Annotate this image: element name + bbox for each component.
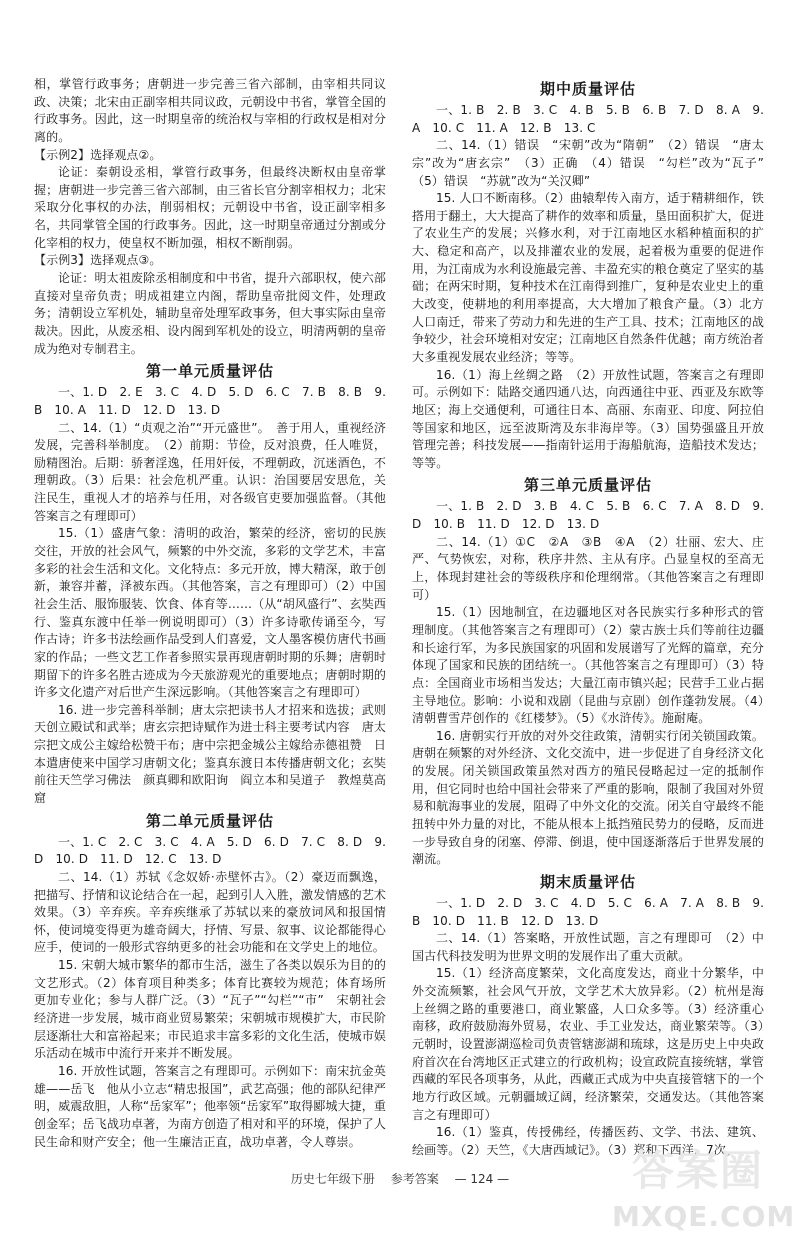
right-column: [412, 76, 777, 1160]
answer-paragraph: 15.（1）经济高度繁荣，文化高度发达，商业十分繁华，中外交流频繁，社会风气开放，文学艺术大放异彩。（2）杭州是海上丝绸之路的重要港口，商业繁盛，人口众多等。（3）经济重心南移，政府鼓励海外贸易，农业、手工业发达，商业繁荣等。（3）元朝时，设置澎湖巡检司负责管辖澎湖和琉球，这是历史上中央政府首次在台湾地区正式建立的行政机构；设宣政院直接统辖，掌管西藏的军民各项事务，从此，西藏正式成为中央直接管辖下的一个地方行政区域。元朝疆域辽阔，经济繁荣，交通发达。（其他答案言之有理即可）: [412, 966, 764, 1122]
answer-paragraph: 一、1. D 2. D 3. C 4. D 5. C 6. A 7. A 8. B 9. B 10. D 11. B 12. D 13. D: [412, 895, 764, 928]
answer-paragraph: 二、14.（1）苏轼《念奴娇·赤壁怀古》。（2）豪迈而飘逸，把描写、抒情和议论结合在一起，起到引人入胜，激发情感的艺术效果。（3）辛弃疾。辛弃疾继承了苏轼以来的豪放词风和报国情怀，使词境变得更为雄奇阔大，抒情、写景、叙事、议论都能得心应手，使词的一般形式容纳更多的社会功能和在文学史上的地位。: [34, 869, 386, 955]
answer-paragraph: 论证：秦朝设丞相，掌管行政事务，但最终决断权由皇帝掌握；唐朝进一步完善三省六部制，由三省长官分割宰相权力；北宋采取分化事权的办法，削弱相权；元朝设中书省，设正副宰相多名，共同掌管全国的行政事务。因此，这一时期皇帝通过分割或分化宰相的权力，使皇权不断加强，相权不断削弱。: [34, 165, 386, 250]
answer-paragraph: 论证：明太祖废除丞相制度和中书省，提升六部职权，使六部直接对皇帝负责；明成祖建立内阁，帮助皇帝批阅文件，处理政务；清朝设立军机处，辅助皇帝处理军政事务，但大事实际由皇帝裁决。因此，从废丞相、设内阁到军机处的设立，明清两朝的皇帝成为绝对专制君主。: [34, 271, 386, 356]
section-heading: 期末质量评估: [539, 872, 636, 891]
answer-paragraph: 15.（1）因地制宜，在边疆地区对各民族实行多种形式的管理制度。（其他答案言之有理即可）（2）蒙古族士兵们等前往边疆和长途行军，为多民族国家的巩固和发展谱写了光辉的篇章，充分体现了国家和民族的团结统一。（其他答案言之有理即可）（3）特点：全国商业市场相当发达；大量江南市镇兴起；民营手工业占据主导地位。影响：小说和戏剧（昆曲与京剧）创作蓬勃发展。（4）清朝曹雪芹创作的《红楼梦》。（5）《水浒传》。施耐庵。: [412, 605, 764, 726]
answer-paragraph: 15.（1）盛唐气象：清明的政治，繁荣的经济，密切的民族交往，开放的社会风气，频繁的中外交流，多彩的文学艺术，丰富多彩的社会生活和文化。文化特点：多元开放，博大精深，敢于创新，兼容并蓄，泽被东西。（其他答案，言之有理即可）（2）中国社会生活、服饰服装、饮食、体育等……（从“胡风盛行”、玄奘西行、鉴真东渡中任举一例说明即可）（3）许多诗歌传诵至今，写作古诗；许多书法绘画作品受到人们喜爱，文人墨客模仿唐代书画家的作品；一些文艺工作者参照实景再现唐朝时期的乐舞；唐朝时期留下的许多名胜古迹成为今天旅游观光的重要地点；唐朝时期的许多文化遗产对后世产生深远影响。（其他答案言之有理即可）: [34, 526, 386, 700]
answer-paragraph: 二、14.（1）“贞观之治”“开元盛世”。 善于用人，重视经济发展，完善科举制度。 （2）前期：节俭，反对浪费，任人唯贤，励精图治。后期：骄奢淫逸，任用奸佞，不理朝政，沉迷酒色，不理朝政。（3）后果：社会危机严重。认识：治国要居安思危，关注民生，重视人才的培养与任用，对各级官吏要加强监督。（其他答案言之有理即可）: [34, 420, 386, 523]
section-heading: 第三单元质量评估: [523, 476, 652, 495]
footer-subject: 历史七年级下册: [290, 1172, 375, 1186]
answer-paragraph: 相，掌管行政事务；唐朝进一步完善三省六部制，由宰相共同议政、决策；北宋由正副宰相共同议政，元朝设中书省，掌管全国的行政事务。因此，这一时期皇帝的统治权与宰相的行政权是相对分离的。: [34, 77, 386, 144]
answer-paragraph: 16.（1）海上丝绸之路 （2）开放性试题，答案言之有理即可。示例如下：陆路交通四通八达，向西通往中亚、西亚及东欧等地区；海上交通便利，可通往日本、高丽、东南亚、印度、阿拉伯等国家和地区，远至波斯湾及东非海岸等。（3）国势强盛且开放管理完善；科技发展——指南针运用于海船航海，造船技术发达；等等。: [412, 367, 764, 470]
answer-paragraph: 15. 人口不断南移。（2）曲辕犁传入南方，适于精耕细作，铁搭用于翻土，大大提高了耕作的效率和质量，垦田面积扩大，促进了农业生产的发展；兴修水利，对于江南地区水稻种植面积的扩大、稳定和高产，以及排灌农业的发展，起着极为重要的促进作用，为江南成为水利设施最完善、丰盈充实的粮仓奠定了坚实的基础；在两宋时期，复种技术在江南得到推广，复种是农业史上的重大改变，使耕地的利用率提高，大大增加了粮食产量。（3）北方人口南迁，带来了劳动力和先进的生产工具、技术；江南地区的战争较少，社会环境相对安定；江南地区自然条件优越；南方统治者大多重视发展农业经济；等等。: [412, 191, 764, 364]
answer-paragraph: 15. 宋朝大城市繁华的都市生活，滋生了各类以娱乐为目的的文艺形式。（2）体育项目种类多；体育比赛较为规范；体育场所更加专业化；参与人群广泛。（3）“瓦子”“勾栏”“市” 宋朝社会经济进一步发展，城市商业贸易繁荣；宋朝城市规模扩大，市民阶层逐渐壮大和富裕起来；市民追求丰富多彩的文化生活，使城市娱乐活动在城市中流行开来并不断发展。: [34, 958, 386, 1061]
answer-paragraph: 二、14.（1）答案略，开放性试题，言之有理即可 （2）中国古代科技发明为世界文明的发展作出了重大贡献。: [412, 931, 764, 963]
answer-paragraph: 一、1. D 2. E 3. C 4. D 5. D 6. C 7. B 8. B 9. B 10. A 11. D 12. D 13. D: [34, 385, 386, 417]
footer-section: 参考答案: [390, 1172, 439, 1186]
answer-paragraph: 二、14.（1）错误 “宋朝”改为“隋朝” （2）错误 “唐太宗”改为“唐玄宗” （3）正确 （4）错误 “勾栏”改为“瓦子” （5）错误 “苏就”改为“关汉卿”: [412, 138, 777, 188]
answer-paragraph: 一、1. B 2. B 3. C 4. B 5. B 6. B 7. D 8. A 9. A 10. C 11. A 12. B 13. C: [412, 103, 764, 135]
section-heading: 期中质量评估: [539, 80, 636, 98]
answer-paragraph: 16. 进一步完善科举制；唐太宗把读书人才招来和选拔；武则天创立殿试和武举；唐玄宗把诗赋作为进士科主要考试内容 唐太宗把文成公主嫁给松赞干布；唐中宗把金城公主嫁给赤德祖赞 日本遣唐使来中国学习唐朝文化；鉴真东渡日本传播唐朝文化；玄奘前往天竺学习佛法 颜真卿和欧阳询 阎立本和吴道子 教煌莫高窟: [34, 702, 386, 805]
watermark-logo: [612, 1138, 796, 1238]
page-number: — 124 —: [454, 1172, 510, 1186]
answer-paragraph: 16. 唐朝实行开放的对外交往政策，清朝实行闭关锁国政策。唐朝在频繁的对外经济、文化交流中，进一步促进了自身经济文化的发展。闭关锁国政策虽然对西方的殖民侵略起过一定的抵制作用，但它同时也给中国社会带来了严重的影响，限制了我国对外贸易和航海事业的发展，阻碍了中外文化的交流。闭关自守最终不能扭转中外力量的对比，不能从根本上抵挡殖民势力的侵略，反而进一步导致自身的闭塞、停滞、倒退，使中国逐渐落后于世界发展的潮流。: [412, 728, 764, 867]
answer-paragraph: 16.（1）鉴真，传授佛经，传播医药、文学、书法、建筑、绘画等。（2）天竺，《大唐西域记》。（3）郑和下西洋，7次。: [412, 1125, 764, 1157]
answer-paragraph: 【示例2】选择观点②。: [34, 147, 162, 162]
answer-paragraph: 一、1. B 2. D 3. B 4. C 5. B 6. C 7. A 8. D 9. D 10. B 11. D 12. D 13. D: [412, 499, 764, 532]
answer-paragraph: 一、1. C 2. C 3. C 4. A 5. D 6. D 7. C 8. D 9. D 10. D 11. D 12. C 13. D: [34, 834, 386, 867]
watermark-bottom-text: MXQE.COM: [612, 1200, 796, 1233]
section-heading: 第一单元质量评估: [145, 362, 274, 381]
left-column: [34, 76, 386, 1151]
watermark-top-text: 答案圈: [631, 1146, 764, 1195]
answer-paragraph: 【示例3】选择观点③。: [34, 253, 162, 268]
answer-paragraph: 16. 开放性试题，答案言之有理即可。示例如下：南宋抗金英雄——岳飞 他从小立志“精忠报国”，武艺高强；他的部队纪律严明，威震敌胆，人称“岳家军”；他率领“岳家军”取得郾城大捷，重创金军；岳飞战功卓著，为南方创造了相对和平的环境，保护了人民生命和财产安全；他一生廉洁正直，战功卓著，令人尊崇。: [34, 1063, 386, 1149]
answer-paragraph: 二、14.（1）①C ②A ③B ④A （2）壮丽、宏大、庄严、气势恢宏，对称，秩序井然、主从有序。凸显皇权的至高无上，体现封建社会的等级秩序和伦理纲常。（其他答案言之有理即可）: [412, 534, 764, 602]
section-heading: 第二单元质量评估: [145, 811, 274, 830]
